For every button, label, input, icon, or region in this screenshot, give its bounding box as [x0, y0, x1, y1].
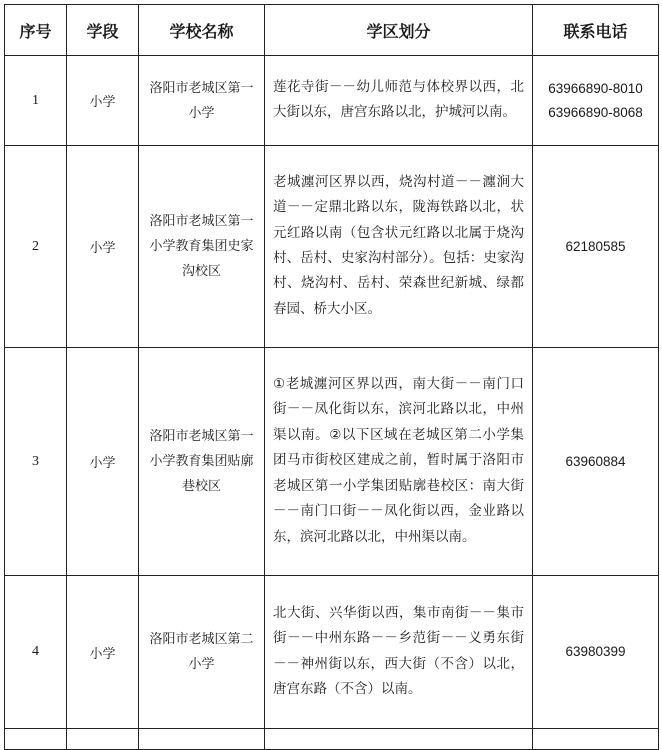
- contact-phone: [533, 348, 659, 576]
- table-row: [5, 348, 659, 576]
- contact-phone: [533, 146, 659, 348]
- row-number: 2: [5, 146, 67, 348]
- district-description: 莲花寺街－－幼儿师范与体校界以西，北大街以东，唐宫东路以北，护城河以南。: [265, 56, 533, 146]
- table-row: [5, 146, 659, 348]
- phone-number: 62180585: [565, 238, 626, 254]
- school-stage: 小学: [67, 348, 139, 576]
- school-name: 洛阳市老城区第二小学: [139, 576, 265, 729]
- district-description: 北大街、兴华街以西，集市南街－－集市街－－中州东路－－乡范街－－义勇东街－－神州街以东，西大街（不含）以北，唐宫东路（不含）以南。: [265, 576, 533, 729]
- contact-phone: [533, 56, 659, 146]
- school-name: 洛阳市老城区第一小学教育集团贴廓巷校区: [139, 348, 265, 576]
- header-phone: 联系电话: [533, 5, 659, 56]
- row-number: 3: [5, 348, 67, 576]
- row-number: 1: [5, 56, 67, 146]
- district-description: 老城瀍河区界以西，烧沟村道－－瀍涧大道－－定鼎北路以东，陇海铁路以北，状元红路以南（包含状元红路以北属于烧沟村、岳村、史家沟村部分）。包括：史家沟村、烧沟村、岳村、荣森世纪新城、绿都春园、桥大小区。: [265, 146, 533, 348]
- school-name: 洛阳市老城区第一小学: [139, 56, 265, 146]
- phone-number: 63960884: [565, 453, 626, 469]
- school-stage: 小学: [67, 56, 139, 146]
- contact-phone: [533, 576, 659, 729]
- header-no: 序号: [5, 5, 67, 56]
- header-row: [5, 5, 659, 56]
- phone-number: 63966890-8010: [548, 80, 643, 96]
- phone-number: 63980399: [565, 644, 626, 659]
- header-stage: 学段: [67, 5, 139, 56]
- header-district: 学区划分: [265, 5, 533, 56]
- school-district-table: [4, 4, 659, 750]
- table-row: [5, 729, 659, 750]
- header-school-name: 学校名称: [139, 5, 265, 56]
- table-row: [5, 56, 659, 146]
- phone-number: 63966890-8068: [548, 104, 643, 120]
- table-row: [5, 576, 659, 729]
- school-name: 洛阳市老城区第一小学教育集团史家沟校区: [139, 146, 265, 348]
- row-number: 4: [5, 576, 67, 729]
- school-stage: 小学: [67, 576, 139, 729]
- school-stage: 小学: [67, 146, 139, 348]
- district-description: ①老城瀍河区界以西，南大街－－南门口街－－凤化街以东，滨河北路以北，中州渠以南。②以下区域在老城区第二小学集团马市街校区建成之前，暂时属于洛阳市老城区第一小学集团贴廓巷校区：南大街－－南门口街－－凤化街以西，金业路以东，滨河北路以北，中州渠以南。: [265, 348, 533, 576]
